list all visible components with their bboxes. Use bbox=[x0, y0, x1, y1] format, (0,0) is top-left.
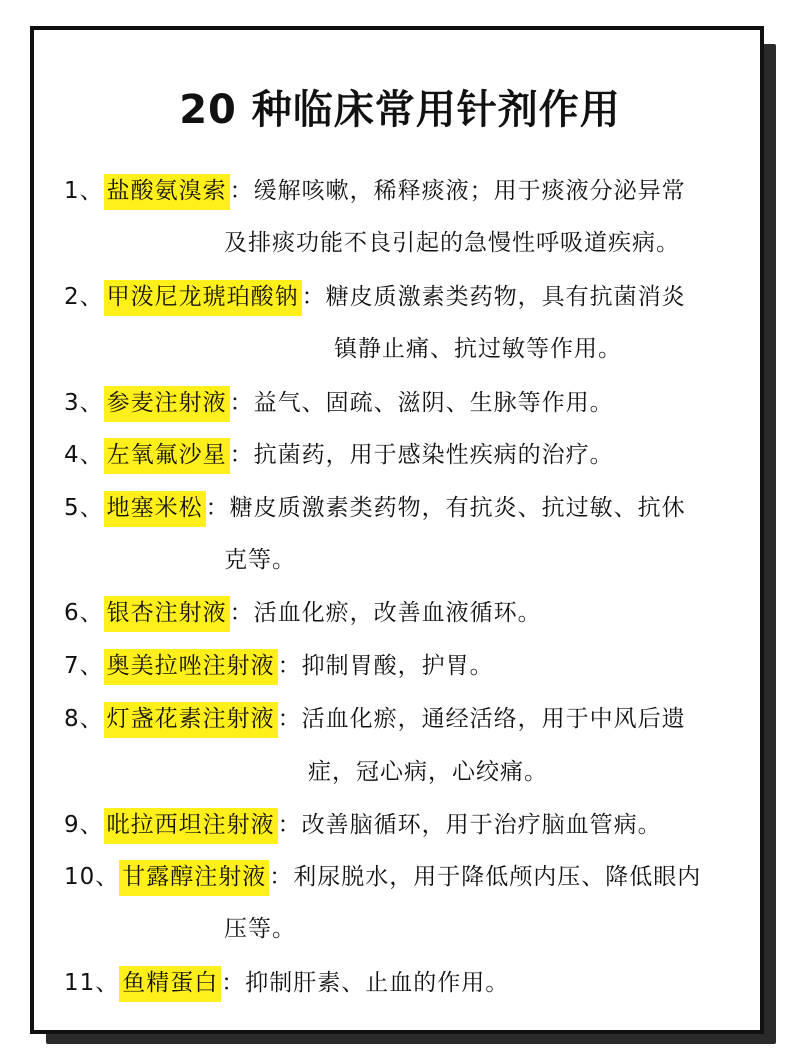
list-item-8 bbox=[64, 704, 686, 734]
list-item-3 bbox=[64, 388, 614, 418]
drug-name-highlight: 灯盏花素注射液 bbox=[104, 702, 278, 738]
drug-name-highlight: 吡拉西坦注射液 bbox=[104, 808, 278, 844]
list-item-9 bbox=[64, 810, 662, 840]
item-number: 5、 bbox=[64, 495, 104, 521]
item-description: ：益气、固疏、滋阴、生脉等作用。 bbox=[229, 390, 614, 416]
list-item-10 bbox=[64, 862, 701, 892]
item-number: 1、 bbox=[64, 178, 104, 204]
item-number: 11、 bbox=[64, 970, 120, 996]
item-description: ：糖皮质激素类药物，具有抗菌消炎 bbox=[301, 284, 686, 310]
item-number: 7、 bbox=[64, 653, 104, 679]
list-item-4 bbox=[64, 440, 614, 470]
list-item-5 bbox=[64, 493, 686, 523]
drug-name-highlight: 盐酸氨溴索 bbox=[104, 174, 230, 210]
list-item-1 bbox=[64, 176, 686, 206]
item-description: ：利尿脱水，用于降低颅内压、降低眼内 bbox=[269, 864, 702, 890]
list-item-10-continuation: 压等。 bbox=[224, 916, 296, 942]
drug-name-highlight: 鱼精蛋白 bbox=[119, 966, 221, 1002]
drug-name-highlight: 参麦注射液 bbox=[104, 386, 230, 422]
item-description: ：抑制肝素、止血的作用。 bbox=[221, 970, 510, 996]
drug-name-highlight: 甲泼尼龙琥珀酸钠 bbox=[104, 280, 302, 316]
item-description: ：缓解咳嗽，稀释痰液；用于痰液分泌异常 bbox=[229, 178, 686, 204]
drug-name-highlight: 银杏注射液 bbox=[104, 596, 230, 632]
list-item-6 bbox=[64, 598, 542, 628]
drug-name-highlight: 左氧氟沙星 bbox=[104, 438, 230, 474]
list-item-5-continuation: 克等。 bbox=[224, 547, 296, 573]
item-description: ：活血化瘀，改善血液循环。 bbox=[229, 600, 542, 626]
item-number: 3、 bbox=[64, 390, 104, 416]
item-description: ：改善脑循环，用于治疗脑血管病。 bbox=[277, 812, 662, 838]
item-number: 4、 bbox=[64, 442, 104, 468]
drug-name-highlight: 甘露醇注射液 bbox=[119, 860, 269, 896]
item-description: ：抑制胃酸，护胃。 bbox=[277, 653, 494, 679]
item-description: ：抗菌药，用于感染性疾病的治疗。 bbox=[229, 442, 614, 468]
drug-name-highlight: 奥美拉唑注射液 bbox=[104, 649, 278, 685]
item-number: 2、 bbox=[64, 284, 104, 310]
list-item-8-continuation: 症，冠心病，心绞痛。 bbox=[308, 759, 548, 785]
item-number: 8、 bbox=[64, 706, 104, 732]
list-item-2 bbox=[64, 282, 686, 312]
item-description: ：糖皮质激素类药物，有抗炎、抗过敏、抗休 bbox=[205, 495, 686, 521]
list-item-1-continuation: 及排痰功能不良引起的急慢性呼吸道疾病。 bbox=[224, 230, 680, 256]
item-number: 10、 bbox=[64, 864, 120, 890]
item-number: 6、 bbox=[64, 600, 104, 626]
item-description: ：活血化瘀，通经活络，用于中风后遗 bbox=[277, 706, 686, 732]
page-title: 20 种临床常用针剂作用 bbox=[179, 87, 621, 133]
item-number: 9、 bbox=[64, 812, 104, 838]
drug-name-highlight: 地塞米松 bbox=[104, 491, 206, 527]
list-item-2-continuation: 镇静止痛、抗过敏等作用。 bbox=[334, 336, 622, 362]
list-item-11 bbox=[64, 968, 509, 998]
list-item-7 bbox=[64, 651, 494, 681]
